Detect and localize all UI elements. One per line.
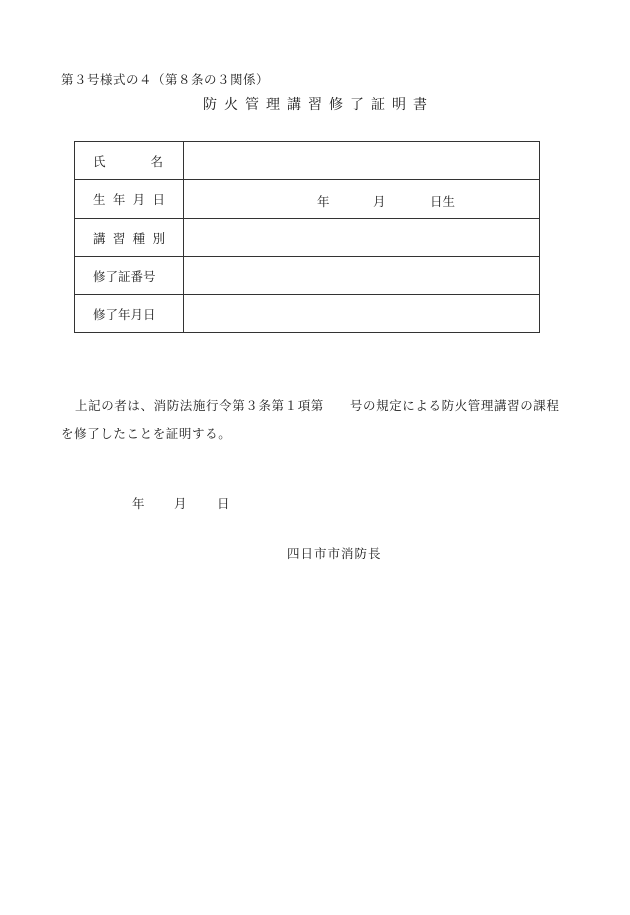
value-completion-date[interactable]	[184, 295, 540, 333]
certification-statement	[61, 392, 596, 448]
label-course-type	[75, 219, 184, 257]
label-course-type-char-2: 習	[112, 230, 126, 246]
label-completion-date	[75, 295, 184, 333]
label-course-type-char-4: 別	[152, 230, 165, 246]
table-row-course-type	[75, 219, 540, 257]
value-birthdate[interactable]	[184, 180, 540, 219]
form-number: 第３号様式の４（第８条の３関係）	[61, 72, 270, 87]
dob-month-label: 月	[373, 194, 386, 209]
label-birthdate-char-2: 年	[112, 192, 126, 207]
document-title: 防火管理講習修了証明書	[203, 97, 434, 113]
table-row-certificate-number	[75, 257, 540, 295]
value-course-type[interactable]	[184, 219, 540, 257]
label-birthdate	[75, 180, 184, 219]
statement-line-1-part-1: 上記の者は、消防法施行令第３条第１項第	[75, 398, 324, 413]
table-row-name	[75, 142, 540, 180]
label-name-char-1: 氏	[93, 153, 106, 169]
label-name	[75, 142, 184, 180]
label-certificate-number	[75, 257, 184, 295]
dob-year-label: 年	[317, 194, 330, 209]
issue-date-year: 年	[132, 496, 145, 511]
label-course-type-char-1: 講	[93, 230, 106, 246]
statement-line-1-part-2: 号の規定による防火管理講習の課程	[349, 398, 560, 413]
issue-date-month: 月	[174, 496, 187, 511]
label-birthdate-char-4: 日	[152, 192, 165, 207]
statement-line-2: を修了したことを証明する。	[61, 426, 232, 441]
table-row-completion-date	[75, 295, 540, 333]
issuer-name: 四日市市消防長	[287, 546, 382, 561]
label-birthdate-char-1: 生	[93, 192, 106, 207]
label-birthdate-char-3: 月	[132, 192, 146, 207]
value-certificate-number[interactable]	[184, 257, 540, 295]
issue-date-day: 日	[217, 496, 230, 511]
statement-line-1	[61, 392, 596, 420]
value-name[interactable]	[184, 142, 540, 180]
dob-day-label: 日生	[430, 194, 456, 209]
label-certificate-number-text: 修了証番号	[93, 268, 156, 284]
table-row-birthdate	[75, 180, 540, 219]
label-name-char-2: 名	[150, 153, 163, 169]
label-completion-date-text: 修了年月日	[93, 306, 156, 322]
label-course-type-char-3: 種	[132, 230, 146, 246]
certificate-info-table	[74, 141, 540, 333]
